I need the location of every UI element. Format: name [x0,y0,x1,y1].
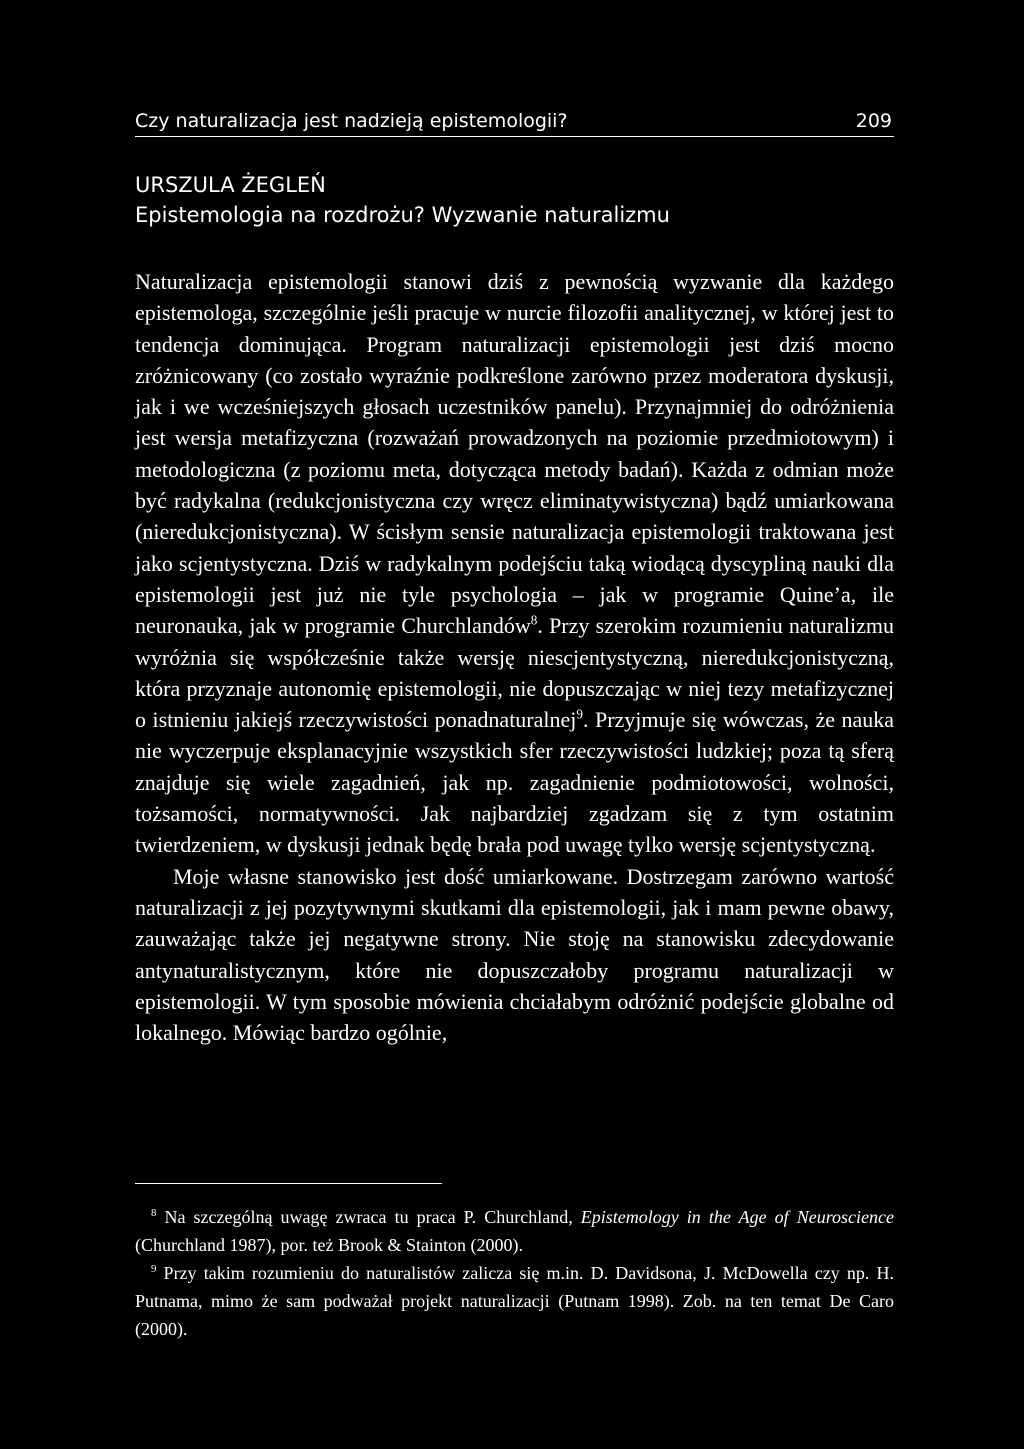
paragraph-1 [135,266,894,861]
footnote-ref-9[interactable]: 9 [576,706,583,722]
footnote-8-title: Epistemology in the Age of Neuroscience [580,1207,894,1227]
running-header [135,106,894,137]
footnote-9 [135,1259,894,1343]
section-title: Epistemologia na rozdrożu? Wyzwanie naturalizmu [135,203,670,227]
footnote-8-after: (Churchland 1987), por. też Brook & Stainton (2000). [135,1235,523,1255]
footnote-9-text: Przy takim rozumieniu do naturalistów zalicza się m.in. D. Davidsona, J. McDowella czy np. H. Putnama, mimo że sam podważał projekt naturalizacji (Putnam 1998). Zob. na ten temat De Caro (2000). [135,1263,894,1339]
paragraph-2: Moje własne stanowisko jest dość umiarkowane. Dostrzegam zarówno wartość naturalizacji z jej pozytywnymi skutkami dla epistemologii, jak i mam pewne obawy, zauważając także jej negatywne strony. Nie stoję na stanowisku zdecydowanie antynaturalistycznym, które nie dopuszczałoby programu naturalizacji w epistemologii. W tym sposobie mówienia chciałabym odróżnić podejście globalne od lokalnego. Mówiąc bardzo ogólnie, [135,863,894,1046]
footnote-9-number: 9 [151,1263,157,1275]
page-number: 209 [855,110,892,132]
body-text [135,266,894,1048]
author-name: URSZULA ŻEGLEŃ [135,173,326,197]
running-title: Czy naturalizacja jest nadzieją epistemologii? [135,110,568,132]
footnote-ref-8[interactable]: 8 [530,612,538,628]
paragraph-1-part-1: Naturalizacja epistemologii stanowi dziś z pewnością wyzwanie dla każdego epistemologa, szczególnie jeśli pracuje w nurcie filozofii analitycznej, w której jest to tendencja dominująca. Program naturalizacji epistemologii jest dziś mocno zróżnicowany (co zostało wyraźnie podkreślone zarówno przez moderatora dyskusji, jak i we wcześniejszych głosach uczestników panelu). Przynajmniej do odróżnienia jest wersja metafizyczna (rozważań prowadzonych na poziomie przedmiotowym) i metodologiczna (z poziomu meta, dotycząca metody badań). Każda z odmian może być radykalna (redukcjonistyczna czy wręcz eliminatywistyczna) bądź umiarkowana (nieredukcjonistyczna). W ścisłym sensie naturalizacja epistemologii traktowana jest jako scjentystyczna. Dziś w radykalnym podejściu taką wiodącą dyscypliną nauki dla epistemologii jest już nie tyle psychologia – jak w programie Quine’a, ile neuronauka, jak w programie Churchlandów [135,269,894,639]
footnote-divider [135,1183,442,1184]
paragraph-1-part-2: . Przy szerokim rozumieniu naturalizmu wyróżnia się współcześnie także wersję niescjentystyczną, nieredukcjonistyczną, która przyznaje autonomię epistemologii, nie dopuszczając w niej tezy metafizycznej o istnieniu jakiejś rzeczywistości ponadnaturalnej [135,613,894,733]
paragraph-1-part-3: . Przyjmuje się wówczas, że nauka nie wyczerpuje eksplanacyjnie wszystkich sfer rzeczywistości ludzkiej; poza tą sferą znajduje się wiele zagadnień, jak np. zagadnienie podmiotowości, wolności, tożsamości, normatywności. Jak najbardziej zgadzam się z tym ostatnim twierdzeniem, w dyskusji jednak będę brała pod uwagę tylko wersję scjentystyczną. [135,707,894,858]
footnotes [135,1203,894,1343]
footnote-8-number: 8 [151,1207,157,1219]
footnote-8-before: Na szczególną uwagę zwraca tu praca P. Churchland, [156,1207,581,1227]
footnote-8 [135,1203,894,1259]
section-heading [135,170,894,230]
